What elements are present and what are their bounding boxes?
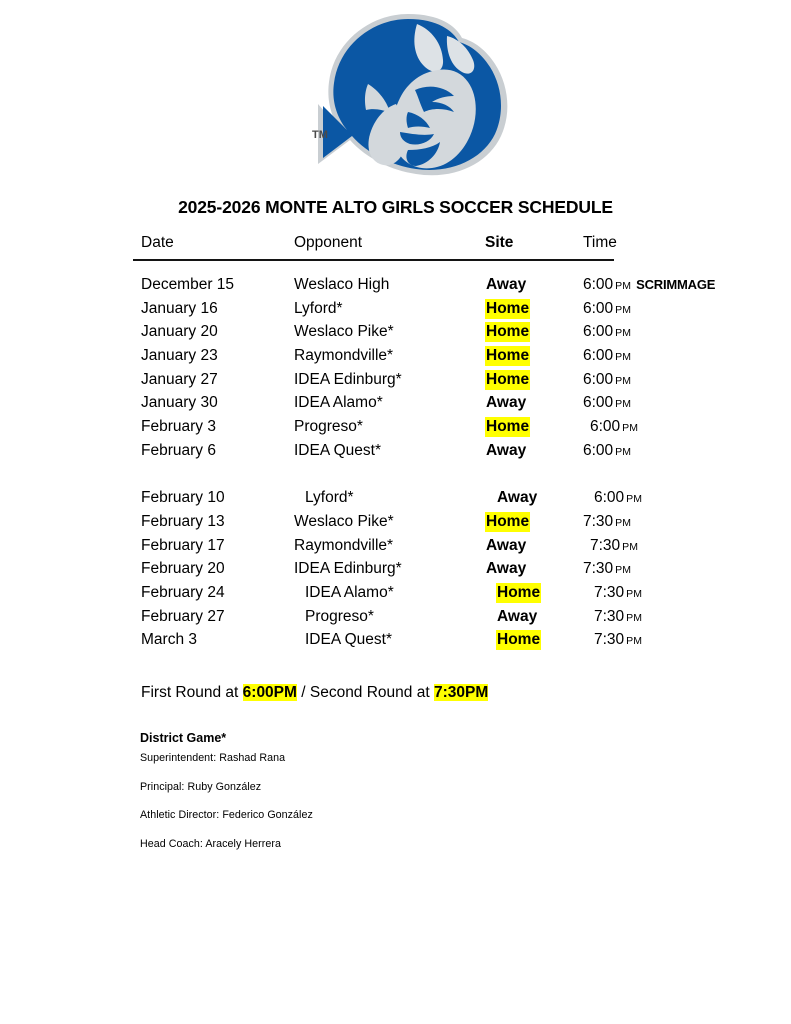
cell-date: February 20 xyxy=(141,560,225,578)
header-divider-rule xyxy=(133,259,614,261)
staff-line: Principal: Ruby González xyxy=(140,780,262,793)
table-row xyxy=(133,559,693,583)
staff-line: Head Coach: Aracely Herrera xyxy=(140,837,281,850)
site-badge-away: Away xyxy=(497,607,538,625)
site-badge-away: Away xyxy=(486,394,527,412)
time-meridiem: PM xyxy=(615,445,632,458)
time-meridiem: PM xyxy=(622,422,639,435)
cell-date: February 17 xyxy=(141,536,225,554)
time-value: 7:30 xyxy=(594,631,625,649)
cell-site xyxy=(479,275,557,295)
table-row xyxy=(133,488,693,512)
column-header-site: Site xyxy=(485,234,514,251)
first-round-time: 6:00PM xyxy=(242,684,297,701)
table-row xyxy=(133,346,693,370)
site-badge-away: Away xyxy=(486,276,527,293)
schedule-rows xyxy=(133,275,716,654)
column-header-date: Date xyxy=(141,234,174,251)
cell-date: December 15 xyxy=(141,276,235,293)
rounds-note-separator: / xyxy=(296,684,310,701)
cell-date: February 6 xyxy=(141,441,216,459)
cell-time xyxy=(568,631,754,649)
cell-site xyxy=(479,370,557,390)
time-value: 7:30 xyxy=(583,512,614,530)
cell-site xyxy=(479,346,557,366)
cell-time xyxy=(557,300,743,318)
time-value: 6:00 xyxy=(590,418,621,436)
staff-line: Superintendent: Rashad Rana xyxy=(140,752,286,764)
staff-list xyxy=(140,752,560,850)
cell-time xyxy=(557,560,743,578)
time-meridiem: PM xyxy=(615,398,632,411)
cell-time xyxy=(557,371,743,389)
table-row xyxy=(133,275,716,299)
cell-date: March 3 xyxy=(141,631,197,649)
site-badge-home: Home xyxy=(497,631,541,649)
cell-site xyxy=(479,559,557,579)
site-badge-home: Home xyxy=(497,583,541,601)
cell-site xyxy=(479,512,557,532)
time-value: 7:30 xyxy=(594,607,625,625)
site-badge-away: Away xyxy=(486,536,527,554)
cell-opponent: IDEA Edinburg* xyxy=(294,560,402,578)
time-meridiem: PM xyxy=(615,564,632,577)
time-value: 6:00 xyxy=(583,276,614,293)
cell-opponent: Weslaco Pike* xyxy=(294,323,394,341)
cell-time xyxy=(568,584,754,602)
cell-time xyxy=(557,276,743,294)
rounds-time-note xyxy=(141,684,488,702)
cell-time xyxy=(557,513,743,531)
site-badge-home: Home xyxy=(486,418,530,436)
time-meridiem: PM xyxy=(626,611,643,624)
table-row xyxy=(133,607,693,631)
table-row xyxy=(133,322,693,346)
rounds-note-middle: Second Round at xyxy=(309,684,434,701)
site-badge-home: Home xyxy=(486,347,530,365)
table-row xyxy=(133,370,693,394)
time-meridiem: PM xyxy=(615,351,632,364)
table-row xyxy=(133,393,693,417)
table-row xyxy=(133,441,693,465)
time-value: 6:00 xyxy=(583,370,614,388)
cell-time xyxy=(557,394,743,412)
schedule-table xyxy=(133,234,716,654)
time-value: 6:00 xyxy=(583,394,614,412)
time-meridiem: PM xyxy=(626,493,643,506)
cell-site xyxy=(479,393,557,413)
cell-date: January 23 xyxy=(141,347,218,365)
time-value: 6:00 xyxy=(594,489,625,507)
cell-time xyxy=(557,537,750,555)
time-value: 7:30 xyxy=(590,536,621,554)
cell-opponent: IDEA Quest* xyxy=(305,631,393,649)
cell-site xyxy=(479,322,557,342)
table-row xyxy=(133,630,693,654)
cell-time xyxy=(557,442,743,460)
time-meridiem: PM xyxy=(622,540,639,553)
site-badge-home: Home xyxy=(486,299,530,317)
cell-site xyxy=(490,607,568,627)
game-note: SCRIMMAGE xyxy=(636,277,716,292)
cell-site xyxy=(479,536,557,556)
cell-opponent: IDEA Alamo* xyxy=(305,583,394,601)
cell-date: February 13 xyxy=(141,512,225,530)
cell-site xyxy=(490,583,568,603)
cell-date: January 30 xyxy=(141,394,218,412)
time-meridiem: PM xyxy=(626,635,643,648)
second-round-time: 7:30PM xyxy=(433,684,489,701)
time-value: 6:00 xyxy=(583,323,614,341)
cell-opponent: Raymondville* xyxy=(294,536,394,554)
district-game-note: District Game* xyxy=(140,731,227,745)
table-header-row xyxy=(133,234,693,256)
cell-time xyxy=(557,347,743,365)
time-meridiem: PM xyxy=(615,303,632,316)
page-title: 2025-2026 MONTE ALTO GIRLS SOCCER SCHEDULE xyxy=(178,197,613,217)
time-meridiem: PM xyxy=(615,280,632,292)
schedule-spacer-row xyxy=(133,465,693,489)
cell-opponent: Progreso* xyxy=(294,418,363,436)
time-value: 6:00 xyxy=(583,441,614,459)
cell-date: February 10 xyxy=(141,489,225,507)
site-badge-away: Away xyxy=(497,489,538,507)
time-meridiem: PM xyxy=(615,374,632,387)
cell-opponent: IDEA Alamo* xyxy=(294,394,383,412)
table-row xyxy=(133,583,693,607)
site-badge-home: Home xyxy=(486,512,530,530)
cell-site xyxy=(490,630,568,650)
cell-time xyxy=(568,489,754,507)
cell-opponent: IDEA Quest* xyxy=(294,441,382,459)
blue-devil-mascot-logo xyxy=(296,8,528,190)
time-meridiem: PM xyxy=(615,516,632,529)
cell-opponent: Raymondville* xyxy=(294,347,394,365)
cell-date: February 24 xyxy=(141,583,225,601)
time-value: 7:30 xyxy=(594,583,625,601)
cell-time xyxy=(557,323,743,341)
cell-time xyxy=(568,608,754,626)
cell-opponent: Progreso* xyxy=(305,607,374,625)
cell-date: February 27 xyxy=(141,607,225,625)
site-badge-away: Away xyxy=(486,560,527,578)
time-value: 6:00 xyxy=(583,347,614,365)
staff-line: Athletic Director: Federico González xyxy=(140,809,313,821)
cell-opponent: Lyford* xyxy=(294,299,343,317)
column-header-opponent: Opponent xyxy=(294,234,363,251)
cell-date: February 3 xyxy=(141,418,216,436)
footer-block xyxy=(140,731,560,866)
time-meridiem: PM xyxy=(615,327,632,340)
cell-opponent: Weslaco Pike* xyxy=(294,512,394,530)
cell-site xyxy=(479,417,557,437)
table-row xyxy=(133,536,693,560)
cell-time xyxy=(557,418,750,436)
cell-date: January 16 xyxy=(141,299,218,317)
table-row xyxy=(133,512,693,536)
cell-site xyxy=(479,299,557,319)
site-badge-home: Home xyxy=(486,370,530,388)
site-badge-home: Home xyxy=(486,323,530,341)
cell-date: January 20 xyxy=(141,323,218,341)
cell-site xyxy=(479,441,557,461)
time-meridiem: PM xyxy=(626,587,643,600)
rounds-note-prefix: First Round at xyxy=(141,684,243,701)
time-value: 7:30 xyxy=(583,560,614,578)
table-row xyxy=(133,299,693,323)
table-row xyxy=(133,417,693,441)
column-header-time: Time xyxy=(583,234,617,251)
cell-opponent: Weslaco High xyxy=(294,276,390,293)
trademark-text: TM xyxy=(312,129,328,141)
cell-date: January 27 xyxy=(141,370,218,388)
cell-opponent: IDEA Edinburg* xyxy=(294,370,402,388)
cell-opponent: Lyford* xyxy=(305,489,354,507)
cell-site xyxy=(490,488,568,508)
site-badge-away: Away xyxy=(486,441,527,459)
time-value: 6:00 xyxy=(583,299,614,317)
